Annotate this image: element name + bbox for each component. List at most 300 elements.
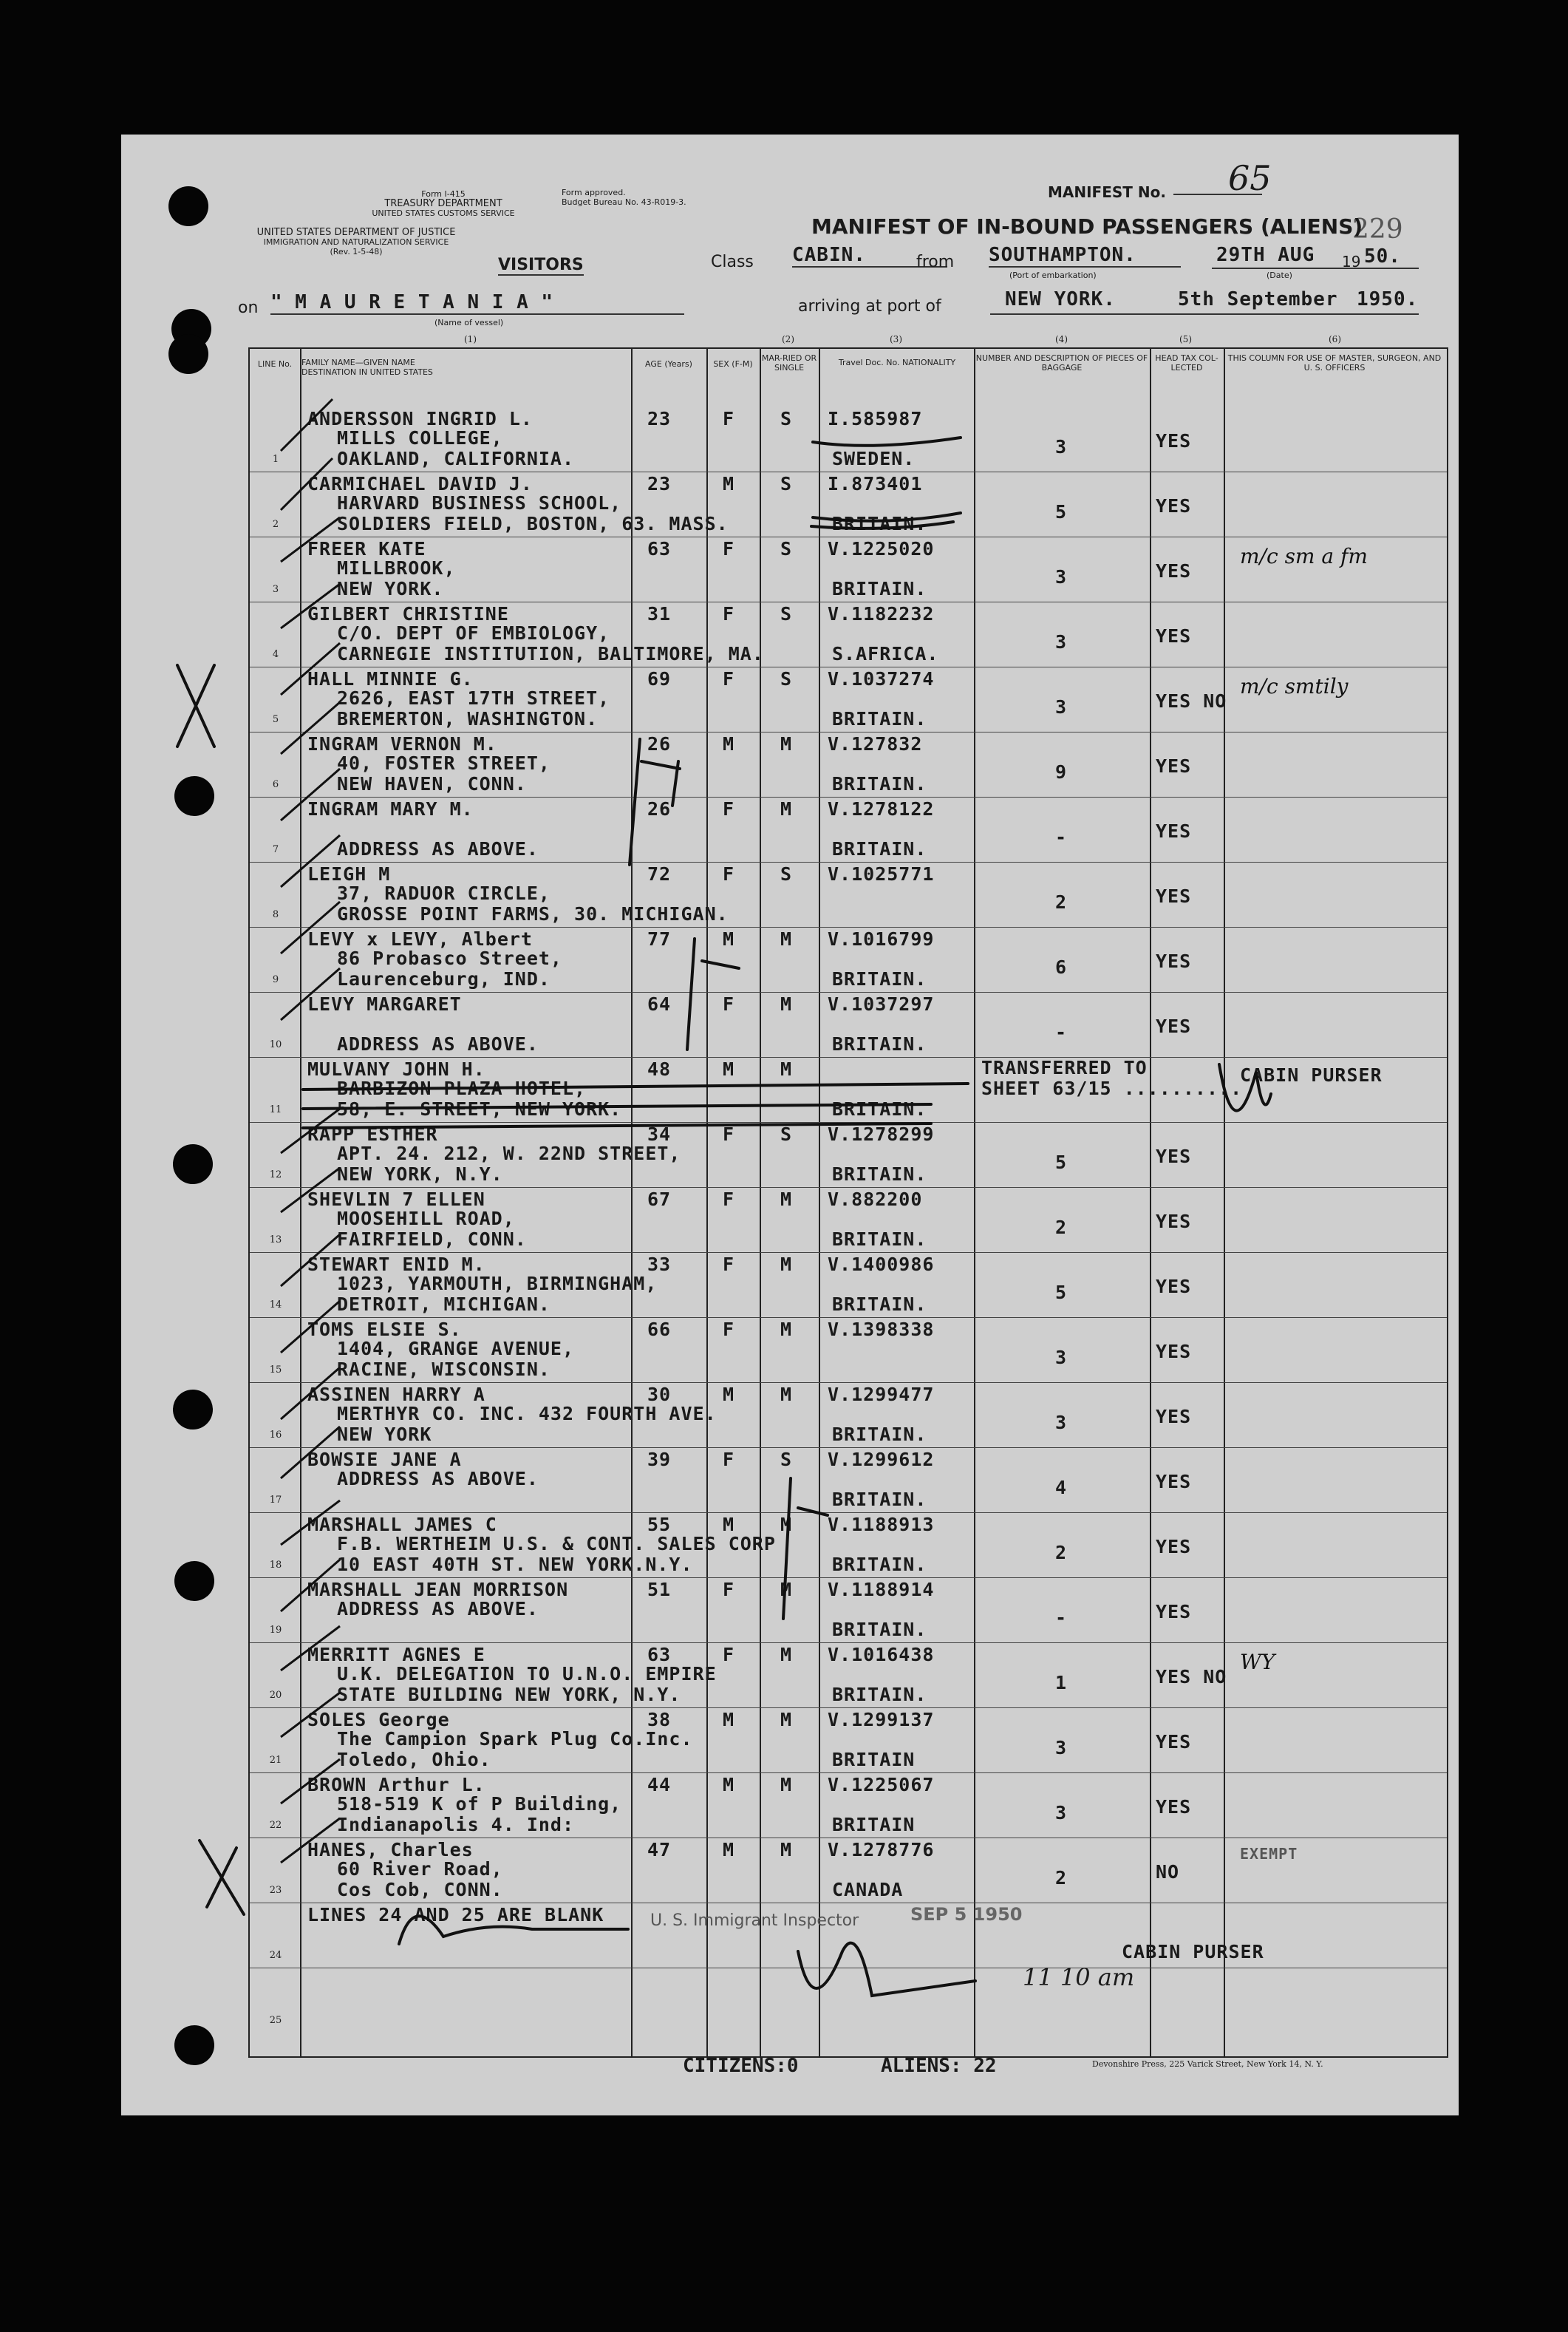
sex: M <box>723 1058 735 1080</box>
head-tax: YES <box>1156 1276 1192 1297</box>
line-number: 22 <box>269 1820 282 1831</box>
marital-status: M <box>780 1058 793 1080</box>
line-number: 23 <box>269 1885 282 1896</box>
head-tax: YES <box>1156 560 1192 582</box>
passenger-name: MERRITT AGNES E <box>307 1644 485 1665</box>
aliens-count: ALIENS: 22 <box>881 2055 997 2077</box>
line-number: 21 <box>269 1755 282 1766</box>
marital-status: S <box>780 603 793 625</box>
travel-doc: V.1299477 <box>828 1384 935 1405</box>
age: 38 <box>647 1709 672 1730</box>
nationality: BRITAIN <box>832 1749 916 1770</box>
travel-doc: V.1299612 <box>828 1449 935 1470</box>
marital-status: S <box>780 1123 793 1145</box>
officer-note: m/c smtily <box>1240 674 1349 698</box>
passenger-name: ASSINEN HARRY A <box>307 1384 485 1405</box>
line-number: 5 <box>272 714 279 725</box>
head-tax: YES <box>1156 625 1192 647</box>
age: 55 <box>647 1514 672 1535</box>
address-line-2: CARNEGIE INSTITUTION, BALTIMORE, MA. <box>337 643 764 664</box>
passenger-name: SOLES George <box>307 1709 450 1730</box>
sheet-number: 229 <box>1352 214 1403 245</box>
col-name-header: FAMILY NAME—GIVEN NAME DESTINATION IN UNITED STATES <box>301 358 433 377</box>
address-line-2: OAKLAND, CALIFORNIA. <box>337 448 575 469</box>
line-number: 4 <box>272 649 279 660</box>
travel-doc: V.1278776 <box>828 1839 935 1860</box>
ins-service: IMMIGRATION AND NATURALIZATION SERVICE <box>263 237 449 247</box>
address-line-1: APT. 24. 212, W. 22ND STREET, <box>337 1143 681 1164</box>
line-number: 11 <box>269 1104 282 1115</box>
baggage: 2 <box>1055 1867 1068 1889</box>
age: 23 <box>647 473 672 494</box>
head-tax: YES <box>1156 1341 1192 1362</box>
col-num-5: (5) <box>1179 334 1192 344</box>
head-tax: YES <box>1156 1406 1192 1427</box>
arrival-date: 5th September <box>1178 288 1338 310</box>
address-line-2: Cos Cob, CONN. <box>337 1879 503 1900</box>
travel-doc: V.882200 <box>828 1189 923 1210</box>
officer-note: WY <box>1240 1650 1275 1674</box>
head-tax: YES <box>1156 755 1192 777</box>
baggage: 5 <box>1055 1152 1068 1173</box>
baggage: 2 <box>1055 891 1068 913</box>
sex: F <box>723 1189 735 1210</box>
nationality: SWEDEN. <box>832 448 916 469</box>
strike-mark <box>813 438 961 446</box>
passenger-name: LEVY x LEVY, Albert <box>307 928 533 950</box>
age: 30 <box>647 1384 672 1405</box>
address-line-2: Toledo, Ohio. <box>337 1749 491 1770</box>
address-line-2: Indianapolis 4. Ind: <box>337 1814 575 1835</box>
passenger-name: LINES 24 AND 25 ARE BLANK <box>307 1904 604 1925</box>
x-mark <box>200 1840 244 1914</box>
head-tax: YES <box>1156 1016 1192 1037</box>
marital-status: M <box>780 1254 793 1275</box>
address-line-2: ADDRESS AS ABOVE. <box>337 1033 539 1055</box>
address-line-1: 1023, YARMOUTH, BIRMINGHAM, <box>337 1273 658 1294</box>
nationality: BRITAIN <box>832 1814 916 1835</box>
date-note: (Date) <box>1267 271 1292 280</box>
strike-mark <box>813 513 961 521</box>
strike-mark <box>303 1104 931 1109</box>
nationality: BRITAIN. <box>832 1033 927 1055</box>
address-line-2: NEW YORK. <box>337 578 444 599</box>
passenger-name: BOWSIE JANE A <box>307 1449 462 1470</box>
col-baggage-header: NUMBER AND DESCRIPTION OF PIECES OF BAGGAGE <box>975 353 1148 373</box>
marital-status: M <box>780 1189 793 1210</box>
address-line-2: NEW HAVEN, CONN. <box>337 773 527 795</box>
age: 77 <box>647 928 672 950</box>
embarkation-port: SOUTHAMPTON. <box>989 244 1181 268</box>
head-tax: NO <box>1156 1861 1180 1883</box>
customs-service: UNITED STATES CUSTOMS SERVICE <box>372 208 515 218</box>
baggage: - <box>1055 826 1068 848</box>
passenger-name: HALL MINNIE G. <box>307 668 474 690</box>
address-line-2: SOLDIERS FIELD, BOSTON, 63. MASS. <box>337 513 729 534</box>
address-line-2: STATE BUILDING NEW YORK, N.Y. <box>337 1684 681 1705</box>
embark-date: 29TH AUG <box>1216 244 1315 266</box>
travel-doc: V.1299137 <box>828 1709 935 1730</box>
embark-year: 50. <box>1364 245 1401 268</box>
baggage: 3 <box>1055 566 1068 588</box>
year-prefix: 19 <box>1342 253 1361 271</box>
sex: F <box>723 798 735 820</box>
nationality: BRITAIN. <box>832 513 927 534</box>
nationality: BRITAIN. <box>832 1554 927 1575</box>
address-line-2: Laurenceburg, IND. <box>337 968 550 990</box>
marital-status: M <box>780 928 793 950</box>
nationality: BRITAIN. <box>832 1098 927 1120</box>
address-line-1: 1404, GRANGE AVENUE, <box>337 1338 575 1359</box>
sex: F <box>723 1449 735 1470</box>
baggage: 1 <box>1055 1672 1068 1693</box>
nationality: BRITAIN. <box>832 1424 927 1445</box>
line-number: 17 <box>269 1495 282 1506</box>
sex: M <box>723 733 735 755</box>
treasury-dept: TREASURY DEPARTMENT <box>384 198 502 209</box>
baggage: 4 <box>1055 1477 1068 1498</box>
travel-doc: V.1225067 <box>828 1774 935 1795</box>
travel-doc: V.1278122 <box>828 798 935 820</box>
line-number: 24 <box>269 1950 282 1961</box>
line-number: 2 <box>272 519 279 530</box>
address-line-2: FAIRFIELD, CONN. <box>337 1228 527 1250</box>
baggage: 3 <box>1055 631 1068 653</box>
baggage-note: SHEET 63/15 .......... <box>981 1078 1243 1099</box>
age: 26 <box>647 798 672 820</box>
head-tax: YES <box>1156 1146 1192 1167</box>
sex: M <box>723 1514 735 1535</box>
nationality: BRITAIN. <box>832 838 927 860</box>
age: 67 <box>647 1189 672 1210</box>
marital-status: M <box>780 733 793 755</box>
inspector-stamp: U. S. Immigrant Inspector <box>650 1911 859 1930</box>
line-number: 25 <box>269 2015 282 2026</box>
head-tax: YES NO <box>1156 690 1227 712</box>
col-num-4: (4) <box>1055 334 1068 344</box>
sex: M <box>723 928 735 950</box>
citizens-count: CITIZENS:0 <box>683 2055 799 2077</box>
sex: M <box>723 1839 735 1860</box>
arrival-year: 1950. <box>1357 288 1419 310</box>
travel-doc: I.873401 <box>828 473 923 494</box>
address-line-2: RACINE, WISCONSIN. <box>337 1359 550 1380</box>
marital-status: M <box>780 1709 793 1730</box>
nationality: BRITAIN. <box>832 578 927 599</box>
form-approved: Form approved. <box>562 188 626 197</box>
age: 34 <box>647 1123 672 1145</box>
marital-status: S <box>780 538 793 560</box>
age: 39 <box>647 1449 672 1470</box>
line-number: 1 <box>272 454 279 465</box>
baggage: 5 <box>1055 1282 1068 1303</box>
baggage: 3 <box>1055 1737 1068 1758</box>
from-label: from <box>916 253 955 271</box>
marital-status: M <box>780 1384 793 1405</box>
passenger-name: LEVY MARGARET <box>307 993 462 1015</box>
baggage: - <box>1055 1021 1068 1043</box>
sex: F <box>723 863 735 885</box>
line-number: 16 <box>269 1430 282 1441</box>
baggage: 6 <box>1055 956 1068 978</box>
address-line-1: F.B. WERTHEIM U.S. & CONT. SALES CORP <box>337 1533 776 1554</box>
head-tax: YES <box>1156 495 1192 517</box>
line-number: 7 <box>272 844 279 855</box>
strike-mark <box>303 1123 931 1128</box>
age: 48 <box>647 1058 672 1080</box>
baggage: 2 <box>1055 1542 1068 1563</box>
address-line-1: 86 Probasco Street, <box>337 948 562 969</box>
travel-doc: V.1225020 <box>828 538 935 560</box>
travel-doc: V.1188914 <box>828 1579 935 1600</box>
nationality: BRITAIN. <box>832 1163 927 1185</box>
baggage: 9 <box>1055 761 1068 783</box>
passenger-name: MARSHALL JEAN MORRISON <box>307 1579 569 1600</box>
stamp-time: 11 10 am <box>1023 1963 1135 1991</box>
marital-status: S <box>780 408 793 429</box>
arriving-label: arriving at port of <box>798 297 941 316</box>
address-line-2: ADDRESS AS ABOVE. <box>337 838 539 860</box>
line-number: 12 <box>269 1169 282 1180</box>
marital-status: M <box>780 1579 793 1600</box>
nationality: BRITAIN. <box>832 1228 927 1250</box>
head-tax: YES <box>1156 430 1192 452</box>
port-note: (Port of embarkation) <box>1009 271 1097 280</box>
travel-doc: V.127832 <box>828 733 923 755</box>
x-mark <box>177 665 214 747</box>
justice-dept: UNITED STATES DEPARTMENT OF JUSTICE <box>256 227 456 238</box>
nationality: S.AFRICA. <box>832 643 939 664</box>
age: 64 <box>647 993 672 1015</box>
class-value: CABIN. <box>792 244 947 268</box>
age: 63 <box>647 1644 672 1665</box>
col-num-2: (2) <box>782 334 794 344</box>
address-line-1: U.K. DELEGATION TO U.N.O. EMPIRE <box>337 1663 717 1685</box>
passenger-name: RAPP ESTHER <box>307 1123 438 1145</box>
travel-doc: I.585987 <box>828 408 923 429</box>
nationality: BRITAIN. <box>832 708 927 730</box>
manifest-no-value: 65 <box>1228 158 1272 198</box>
line-number: 13 <box>269 1234 282 1245</box>
head-tax: YES <box>1156 1211 1192 1232</box>
sex: F <box>723 408 735 429</box>
passenger-name: GILBERT CHRISTINE <box>307 603 509 625</box>
col-num-6: (6) <box>1329 334 1341 344</box>
travel-doc: V.1400986 <box>828 1254 935 1275</box>
travel-doc: V.1182232 <box>828 603 935 625</box>
address-line-1: MILLBROOK, <box>337 557 456 579</box>
marital-status: M <box>780 1644 793 1665</box>
passenger-name: INGRAM VERNON M. <box>307 733 497 755</box>
sex: F <box>723 603 735 625</box>
head-tax: YES <box>1156 885 1192 907</box>
manifest-no-label: MANIFEST No. <box>1048 183 1166 201</box>
sex: M <box>723 1709 735 1730</box>
vessel-name: " M A U R E T A N I A " <box>270 291 684 315</box>
address-line-1: MERTHYR CO. INC. 432 FOURTH AVE. <box>337 1403 717 1424</box>
head-tax: YES <box>1156 1601 1192 1622</box>
marital-status: S <box>780 473 793 494</box>
address-line-1: The Campion Spark Plug Co.Inc. <box>337 1728 693 1750</box>
col-married-header: MAR-RIED OR SINGLE <box>761 353 817 373</box>
passenger-name: STEWART ENID M. <box>307 1254 485 1275</box>
age: 31 <box>647 603 672 625</box>
sex: F <box>723 538 735 560</box>
line-number: 18 <box>269 1560 282 1571</box>
baggage: 3 <box>1055 1802 1068 1823</box>
passenger-name: HANES, Charles <box>307 1839 474 1860</box>
line-number: 14 <box>269 1299 282 1311</box>
nationality: BRITAIN. <box>832 968 927 990</box>
marital-status: M <box>780 1774 793 1795</box>
address-line-1: 37, RADUOR CIRCLE, <box>337 883 550 904</box>
age: 66 <box>647 1319 672 1340</box>
marital-status: M <box>780 1319 793 1340</box>
line-number: 6 <box>272 779 279 790</box>
nationality: CANADA <box>832 1879 904 1900</box>
passenger-name: MULVANY JOHN H. <box>307 1058 485 1080</box>
address-line-1: 518-519 K of P Building, <box>337 1793 622 1815</box>
address-line-1: MOOSEHILL ROAD, <box>337 1208 515 1229</box>
baggage: 3 <box>1055 696 1068 718</box>
travel-doc: V.1278299 <box>828 1123 935 1145</box>
baggage: 2 <box>1055 1217 1068 1238</box>
passenger-name: INGRAM MARY M. <box>307 798 474 820</box>
address-line-1: 60 River Road, <box>337 1858 503 1880</box>
col-line-header: LINE No. <box>257 359 293 369</box>
col-num-1: (1) <box>464 334 477 344</box>
baggage: 3 <box>1055 1347 1068 1368</box>
head-tax: YES <box>1156 1471 1192 1492</box>
budget-bureau: Budget Bureau No. 43-R019-3. <box>562 197 686 207</box>
address-line-2: 58, E. STREET, NEW YORK. <box>337 1098 622 1120</box>
address-line-2: DETROIT, MICHIGAN. <box>337 1294 550 1315</box>
head-tax: YES <box>1156 820 1192 842</box>
age: 69 <box>647 668 672 690</box>
officer-note: EXEMPT <box>1240 1845 1298 1863</box>
age: 44 <box>647 1774 672 1795</box>
officer-note: m/c sm a fm <box>1240 544 1368 568</box>
passenger-name: BROWN Arthur L. <box>307 1774 485 1795</box>
sex: F <box>723 1123 735 1145</box>
col-officers-header: THIS COLUMN FOR USE OF MASTER, SURGEON, AND U. S. OFFICERS <box>1227 353 1442 373</box>
travel-doc: V.1025771 <box>828 863 935 885</box>
signature-mark <box>798 1943 975 1996</box>
passenger-name: ANDERSSON INGRID L. <box>307 408 533 429</box>
age: 33 <box>647 1254 672 1275</box>
age: 51 <box>647 1579 672 1600</box>
travel-doc: V.1016799 <box>828 928 935 950</box>
sex: F <box>723 1644 735 1665</box>
address-line-2: BREMERTON, WASHINGTON. <box>337 708 599 730</box>
travel-doc: V.1037274 <box>828 668 935 690</box>
head-tax: YES <box>1156 1536 1192 1557</box>
passenger-name: MARSHALL JAMES C <box>307 1514 497 1535</box>
strike-mark <box>303 1084 968 1089</box>
head-tax: CABIN PURSER <box>1122 1941 1264 1962</box>
sex: M <box>723 1774 735 1795</box>
passenger-name: SHEVLIN 7 ELLEN <box>307 1189 485 1210</box>
marital-status: S <box>780 668 793 690</box>
visitors-label: VISITORS <box>498 256 584 274</box>
strike-mark <box>811 522 953 528</box>
address-line-1: ADDRESS AS ABOVE. <box>337 1468 539 1489</box>
head-tax: YES <box>1156 1796 1192 1818</box>
age: 26 <box>647 733 672 755</box>
class-label: Class <box>711 253 754 271</box>
nationality: BRITAIN. <box>832 1294 927 1315</box>
travel-doc: V.1398338 <box>828 1319 935 1340</box>
col-sex-header: SEX (F-M) <box>713 359 753 369</box>
passenger-name: LEIGH M <box>307 863 391 885</box>
address-line-2: GROSSE POINT FARMS, 30. MICHIGAN. <box>337 903 729 925</box>
line-number: 10 <box>269 1039 282 1050</box>
sex: M <box>723 473 735 494</box>
marital-status: M <box>780 1839 793 1860</box>
head-tax: YES NO <box>1156 1666 1227 1687</box>
age: 72 <box>647 863 672 885</box>
stamp-date: SEP 5 1950 <box>910 1904 1023 1925</box>
address-line-2: NEW YORK <box>337 1424 432 1445</box>
line-number: 9 <box>272 974 279 985</box>
baggage: 3 <box>1055 1412 1068 1433</box>
travel-doc: V.1016438 <box>828 1644 935 1665</box>
col-num-3: (3) <box>890 334 902 344</box>
marital-status: M <box>780 798 793 820</box>
printer-imprint: Devonshire Press, 225 Varick Street, New York 14, N. Y. <box>1092 2059 1323 2069</box>
vessel-note: (Name of vessel) <box>434 318 504 327</box>
age: 47 <box>647 1839 672 1860</box>
passenger-name: TOMS ELSIE S. <box>307 1319 462 1340</box>
travel-doc: V.1037297 <box>828 993 935 1015</box>
address-line-1: ADDRESS AS ABOVE. <box>337 1598 539 1619</box>
address-line-2: 10 EAST 40TH ST. NEW YORK.N.Y. <box>337 1554 693 1575</box>
col-tax-header: HEAD TAX COL-LECTED <box>1155 353 1218 373</box>
signature-mark <box>399 1916 628 1944</box>
nationality: BRITAIN. <box>832 1619 927 1640</box>
sex: M <box>723 1384 735 1405</box>
address-line-1: 2626, EAST 17TH STREET, <box>337 687 610 709</box>
address-line-2: NEW YORK, N.Y. <box>337 1163 503 1185</box>
signature-mark <box>1219 1064 1271 1111</box>
sex: F <box>723 993 735 1015</box>
passenger-name: CARMICHAEL DAVID J. <box>307 473 533 494</box>
officer-note: CABIN PURSER <box>1240 1064 1383 1086</box>
age: 23 <box>647 408 672 429</box>
travel-doc: V.1188913 <box>828 1514 935 1535</box>
sex: F <box>723 668 735 690</box>
baggage: TRANSFERRED TO <box>981 1057 1148 1078</box>
nationality: BRITAIN. <box>832 773 927 795</box>
baggage: 3 <box>1055 436 1068 458</box>
address-line-1: 40, FOSTER STREET, <box>337 752 550 774</box>
sex: F <box>723 1579 735 1600</box>
line-number: 19 <box>269 1625 282 1636</box>
sex: F <box>723 1319 735 1340</box>
passenger-name: FREER KATE <box>307 538 426 560</box>
marital-status: M <box>780 993 793 1015</box>
sex: F <box>723 1254 735 1275</box>
line-number: 3 <box>272 584 279 595</box>
line-number: 15 <box>269 1364 282 1376</box>
baggage: 5 <box>1055 501 1068 523</box>
age: 63 <box>647 538 672 560</box>
arrival-port: NEW YORK. <box>1005 288 1116 310</box>
page-title: MANIFEST OF IN-BOUND PASSENGERS (ALIENS) <box>811 214 1363 239</box>
line-number: 20 <box>269 1690 282 1701</box>
address-line-1: MILLS COLLEGE, <box>337 427 503 449</box>
revision: (Rev. 1-5-48) <box>330 247 383 256</box>
